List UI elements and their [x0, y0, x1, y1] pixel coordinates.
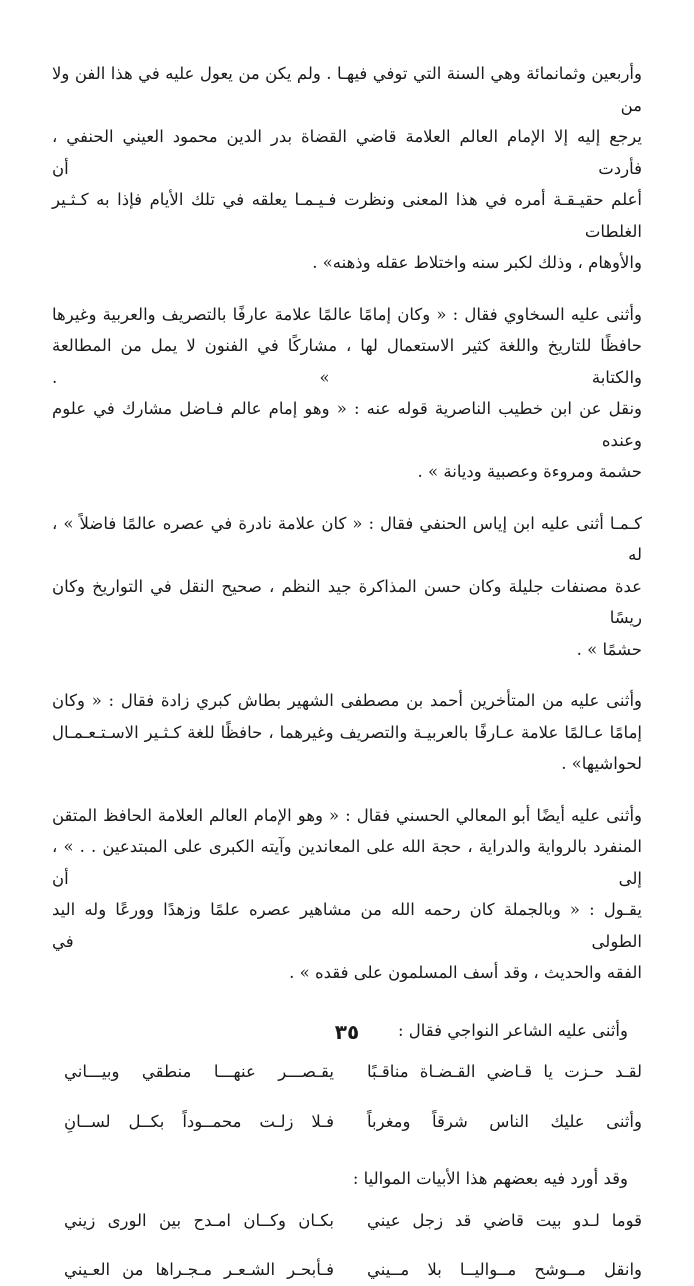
text-line: لحواشيها» . — [561, 754, 642, 773]
text-line: وأربعين وثمانمائة وهي السنة التي توفي فيهـا . ولم يكن من يعول عليه في هذا الفن ولا من — [52, 64, 642, 115]
text-line: وأثنى عليه أيضًا أبو المعالي الحسني فقال : « وهو الإمام العالم العلامة الحافظ المتقن — [52, 805, 642, 825]
verse-second-hemistich: فـأبحـر الشـعـر مـجـراها من العـيني — [64, 1260, 334, 1279]
verse-spacer — [52, 1236, 642, 1254]
page-number: ٣٥ — [334, 1020, 360, 1044]
text-line: يقـول : « وبالجملة كان رحمه الله من مشاهير عصره علمًا وزهدًا وورعًا وله اليد الطولى في — [52, 900, 643, 951]
poem-intro: وأثنى عليه الشاعر النواجي فقال : — [397, 1020, 628, 1040]
text-line: الفقه والحديث ، وقد أسف المسلمون على فقده » . — [289, 963, 642, 982]
verse-first-hemistich: قوما لـدو بيت قاضي قد زجل عيني — [367, 1210, 642, 1230]
verse-first-hemistich: وانقل مــوشح مــواليــا بلا مــيني — [367, 1260, 642, 1279]
poem-section-mawaliya — [52, 1163, 642, 1286]
text-line: أعلم حقيـقـة أمره في هذا المعنى ونظرت فـيـمـا يعلقه في تلك الأيام فإذا به كـثـير الغلطات — [52, 190, 642, 241]
paragraph-4 — [52, 685, 642, 780]
text-line: حافظًا للتاريخ واللغة كثير الاستعمال لها ، مشاركًا في الفنون لا يمل من المطالعة والكتابة » . — [52, 336, 642, 387]
poem-intro: وقد أورد فيه بعضهم هذا الأبيات المواليا : — [352, 1169, 628, 1188]
verse-line — [52, 1254, 642, 1286]
paragraph-1 — [52, 58, 642, 279]
poem-verses — [52, 1205, 642, 1286]
verse-second-hemistich: بكـان وكــان امـدح بين الورى زيني — [64, 1210, 334, 1230]
text-line: حشمًا » . — [576, 639, 642, 659]
text-line: يرجع إليه إلا الإمام العالم العلامة قاضي القضاة بدر الدين محمود العيني الحنفي ، فأردت أن — [52, 127, 642, 178]
verse-second-hemistich: فـلا زلـت محمــوداً بكــل لســانِ — [64, 1111, 334, 1131]
verse-line — [52, 1056, 642, 1088]
verse-second-hemistich: يقـصـــر عنهـــا منطقي وبيـــاني — [64, 1062, 334, 1081]
page-body — [52, 58, 642, 1286]
verse-line — [52, 1205, 642, 1237]
paragraph-3 — [52, 508, 642, 666]
verse-first-hemistich: لقـد حـزت يا قـاضي القـضـاة مناقـبًا — [367, 1062, 642, 1081]
paragraph-2 — [52, 299, 642, 488]
text-line: وأثنى عليه السخاوي فقال : « وكان إمامًا عالمًا علامة عارفًا بالتصريف والعربية وغيرها — [52, 304, 642, 324]
text-line: ونقل عن ابن خطيب الناصرية قوله عنه : « وهو إمام عالم فـاضل مشارك في علوم وعنده — [52, 399, 642, 450]
text-line: والأوهام ، وذلك لكبر سنه واختلاط عقله وذهنه» . — [312, 253, 642, 272]
text-line: وأثنى عليه من المتأخرين أحمد بن مصطفى الشهير بطاش كبري زادة فقال : « وكان — [52, 691, 642, 710]
section-spacer — [52, 1137, 642, 1163]
paragraph-5 — [52, 800, 642, 989]
section-spacer — [52, 989, 642, 1015]
verse-line — [52, 1106, 642, 1138]
text-line: حشمة ومروءة وعصبية وديانة » . — [417, 462, 642, 481]
text-line: المنفرد بالرواية والدراية ، حجة الله على المعاندين وآيته الكبرى على المبتدعين . . » ، إلى أن — [52, 837, 642, 888]
text-line: إمامًا عـالمًا علامة عـارفًا بالعربيـة والتصريف وغيرهما ، حافظًا للغة كـثـير الاسـتـعـمـال — [52, 722, 642, 742]
text-line: كـمـا أثنى عليه ابن إياس الحنفي فقال : « كان علامة نادرة في عصره عالمًا فاضلاً » ، له — [52, 513, 642, 564]
text-line: عدة مصنفات جليلة وكان حسن المذاكرة جيد النظم ، صحيح النقل في التواريخ وكان ريسًا — [52, 576, 642, 627]
verse-first-hemistich: وأثنى عليك الناس شرقاً ومغرباً — [367, 1111, 642, 1131]
